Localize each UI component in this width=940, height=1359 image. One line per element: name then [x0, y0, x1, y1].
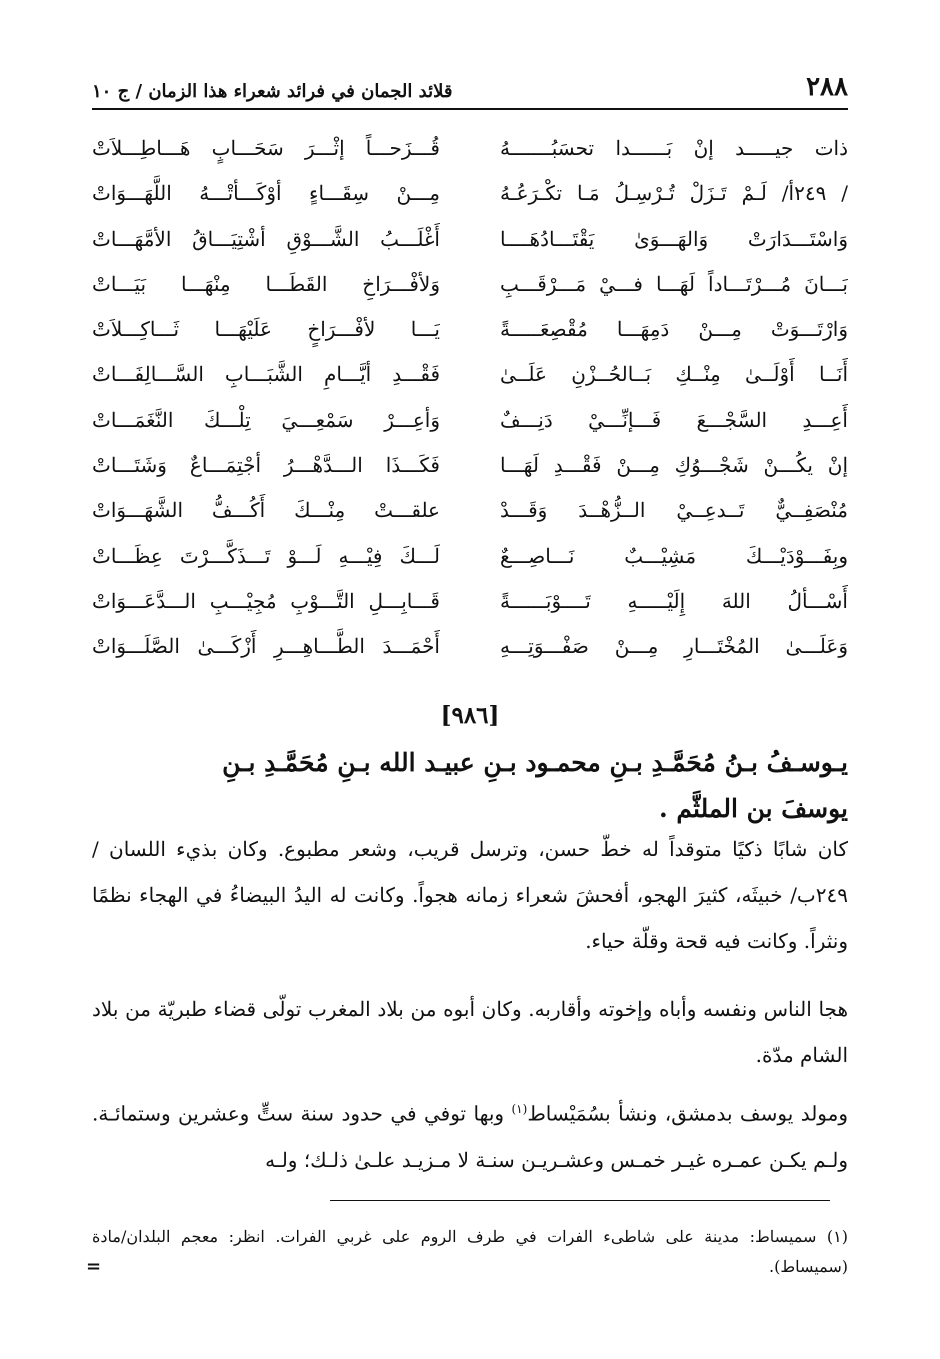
verse-hemistich: يَـــا لأفْـــرَاخٍ عَلَيْهَـــا ثَـــاكِـــلاَتْ	[92, 317, 440, 342]
entry-name-line-2: يوسفَ بن الملثَّم .	[659, 794, 848, 823]
footnote-marker: (١)	[826, 1227, 849, 1246]
continuation-mark: =	[86, 1256, 102, 1277]
paragraph-3-text-end: وبها توفي في حدود سنة ستٍّ وعشرين وستمائـة. ولـم يكـن عمـره غيـر خمـس وعشـريـن سنـة لا مـزيـد علـىٰ ذلـك؛ ولـه	[92, 1101, 848, 1172]
running-head	[92, 58, 848, 110]
book-title: قلائد الجمان في فرائد شعراء هذا الزمان / ج ١٠	[92, 81, 453, 102]
footnote-text: سميساط: مدينة على شاطىء الفرات في طرف الروم على غربي الفرات. انظر: معجم البلدان/مادة (سميساط).	[92, 1227, 848, 1276]
paragraph-2: هجا الناس ونفسه وأباه وإخوته وأقاربه. وكان أبوه من بلاد المغرب تولّى قضاء طبريّة من بلاد الشام مدّة.	[92, 997, 848, 1067]
verse-hemistich: قَـــابِـــلِ التَّـــوْبِ مُجِيْـــبِ الـــدَّعَـــوَاتْ	[92, 588, 440, 613]
paragraph-3-text-start: ومولد يوسف بدمشق، ونشأ بسُمَيْساط	[527, 1101, 849, 1126]
verse-hemistich: علقـــتْ مِنْـــكَ أَكُـــفُّ الشَّهَـــوَاتْ	[92, 498, 440, 523]
verse-hemistich: مُنْصَفِــيٌّ تَــدعِــيْ الــزُّهْــدَ وَقَـــدْ	[500, 498, 848, 523]
entry-name-line-1: يـوسـفُ بـنُ مُحَمَّـدِ بـنِ محمـود بـنِ عبيـد الله بـنِ مُحَمَّـدِ بـنِ	[222, 748, 848, 777]
paragraph-3	[92, 1086, 848, 1183]
verse-hemistich: مِـــنْ سِقَـــاءٍ أوْكَـــأتْـــهُ اللَّهَـــوَاتْ	[92, 181, 440, 206]
verse-hemistich: أَغْلَـــبُ الشَّـــوْقِ أشْتِيَـــاقُ الأمَّهَـــاتْ	[92, 226, 440, 251]
verse-hemistich: وَاسْتَـــدَارَتْ وَالهَـــوَىٰ يَقْتَـــادُهَــــا	[500, 226, 848, 251]
verse-hemistich: بَـــانَ مُـــرْتَـــاداً لَهَـــا فـــيْ مَـــرْقَـــبِ	[500, 271, 848, 296]
footnote-divider	[330, 1200, 830, 1201]
verse-hemistich: وَأعِـــرْ سَمْعِـــيَ تِلْـــكَ النَّغَمَـــاتْ	[92, 407, 440, 432]
verse-hemistich: وَارْتَـــوَتْ مِـــنْ دَمِهَـــا مُقْصِعَـــــةً	[500, 317, 848, 342]
footnote-reference[interactable]: (١)	[511, 1102, 528, 1116]
entry-heading	[150, 740, 848, 832]
entry-number: [٩٨٦]	[440, 702, 500, 729]
poem	[92, 126, 848, 670]
verse-hemistich: فَكَـــذَا الـــدَّهْـــرُ أجْتِمَـــاعٌ وَشَتَـــاتْ	[92, 453, 440, 478]
verse-hemistich: إنْ يكُـــنْ شَجْـــوُكِ مِـــنْ فَقْـــدِ لَهَـــا	[500, 453, 848, 478]
verse-hemistich: / ٢٤٩أ/ لَـمْ تَـزَلْ تُـرْسِـلُ مَـا تكْـرَعُـهُ	[500, 181, 848, 206]
footnote	[92, 1222, 848, 1282]
verse-hemistich: فَقْـــدِ أيَّـــامِ الشَّبَـــابِ السَّـــالِفَـــاتْ	[92, 362, 440, 387]
paragraph-1: كان شابًا ذكيًا متوقداً له خطّ حسن، وترسل قريب، وشعر مطبوع. وكان بذيء اللسان / ٢٤٩ب/ خبيثَه، كثيرَ الهجو، أفحشَ شعراء زمانه هجواً. وكانت له اليدُ البيضاءُ في الهجاء نظمًا ونثراً. وكانت فيه قحة وقلّة حياء.	[92, 837, 848, 953]
verse-hemistich: أَعِـــدِ السَّجْـــعَ فَـــإنِّـــيْ دَنِـــفٌ	[500, 407, 848, 432]
verse-hemistich: أَحْمَـــدَ الطَّـــاهِـــرِ أَزْكَـــىٰ الصَّلَـــوَاتْ	[92, 634, 440, 659]
verse-hemistich: وَلأفْـــرَاخِ القَطَـــا مِنْهَـــا بَيَـــاتْ	[92, 271, 440, 296]
verse-hemistich: وَعَلَـــىٰ المُخْتَـــارِ مِـــنْ صَفْـــوَتِـــهِ	[500, 634, 848, 659]
verse-hemistich: لَـــكَ فِيْـــهِ لَـــوْ تَـــذَكَّـــرْتَ عِظَـــاتْ	[92, 543, 440, 568]
page-number: ٢٨٨	[806, 72, 848, 102]
verse-hemistich: أَنَــا أَوْلَــىٰ مِنْــكِ بَــالحُــزْنِ عَلَــىٰ	[500, 362, 848, 387]
poem-left-column	[92, 126, 440, 670]
verse-hemistich: ذات جيـــــد إنْ بَــــــدا تحسَبُـــــــهُ	[500, 136, 848, 160]
poem-right-column	[500, 126, 848, 670]
verse-hemistich: قُـــزَحـــاً إثْـــرَ سَحَـــابٍ هَـــاطِـــلاَتْ	[92, 136, 440, 160]
verse-hemistich: وبِفَـــوْدَيْـــكَ مَشِيْـــبٌ نَـــاصِـــعٌ	[500, 543, 848, 568]
verse-hemistich: أَسْـــألُ اللهَ إِلَيْـــــهِ تَــــوْبَــــــةً	[500, 588, 848, 613]
